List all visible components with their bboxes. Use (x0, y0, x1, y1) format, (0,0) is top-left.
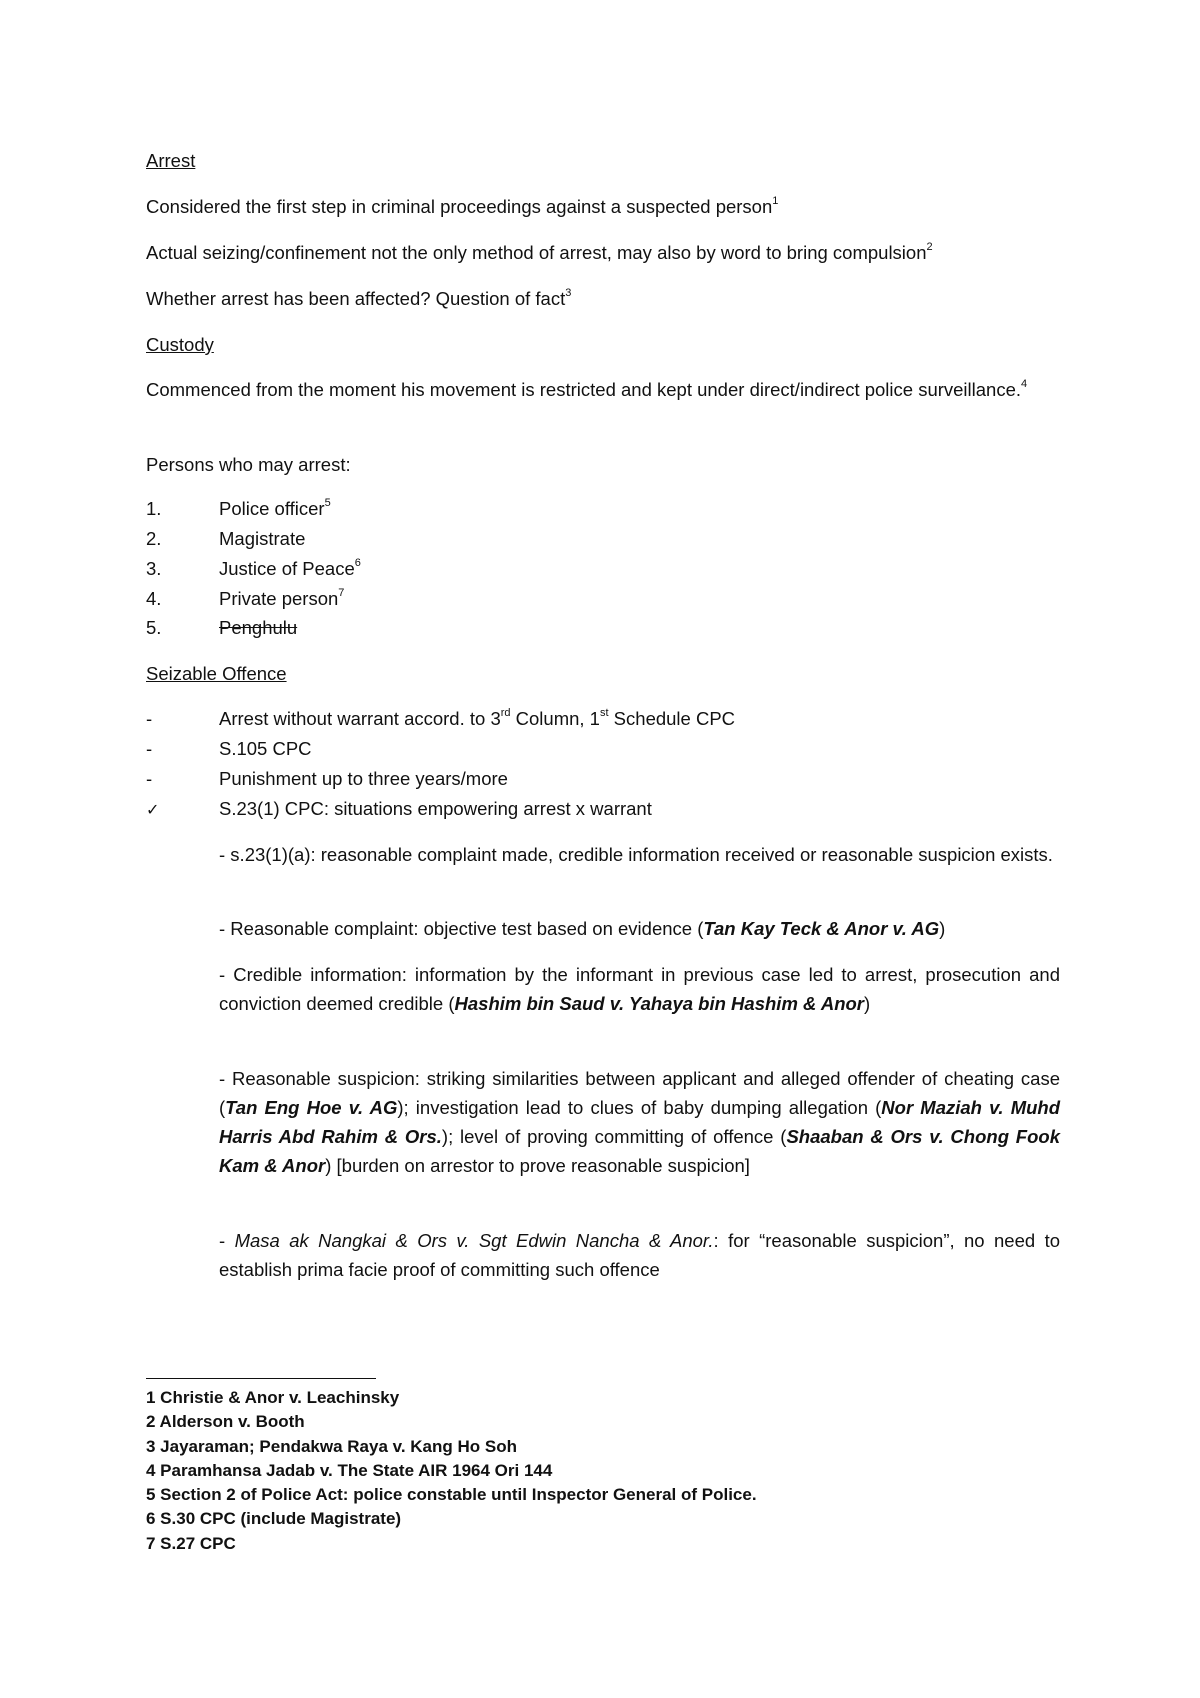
footnote-ref-1[interactable]: 1 (772, 194, 779, 207)
sub-paragraph-credible-information: - Credible information: information by the informant in previous case led to arrest, prosecution and conviction deemed credible (Hashim bin Saud v. Yahaya bin Hashim & Anor) (219, 964, 1060, 1014)
arrest-paragraph-3: Whether arrest has been affected? Question of fact$^3$ (146, 286, 572, 309)
checkmark-icon: ✓ (146, 802, 160, 819)
list-item: 3. Justice of Peace$^6$ (146, 556, 361, 579)
heading-arrest: Arrest (146, 150, 196, 171)
bullet-item: - Arrest without warrant accord. to 3rd Column, 1st Schedule CPC (146, 704, 1060, 733)
bullet-item: - S.105 CPC (146, 734, 1060, 763)
case-citation: Nor Maziah v. Muhd Harris Abd Rahim & Ors. (219, 1097, 1061, 1147)
footnote-ref-3[interactable]: 3 (565, 286, 572, 299)
footnote-separator (146, 1378, 376, 1379)
footnote-ref-4[interactable]: 4 (1021, 377, 1028, 390)
footnote-7: 7 S.27 CPC (146, 1533, 236, 1553)
footnote-1: 1 Christie & Anor v. Leachinsky (146, 1388, 400, 1407)
dash-bullet: - (146, 768, 153, 789)
footnote-ref-6[interactable]: 6 (354, 556, 361, 569)
bullet-item: - Punishment up to three years/more (146, 764, 1060, 793)
footnote-2: 2 Alderson v. Booth (146, 1412, 305, 1432)
case-citation: Tan Kay Teck & Anor v. AG (703, 918, 940, 939)
custody-paragraph: Commenced from the moment his movement is restricted and kept under direct/indirect police surveillance.$^4$ (146, 377, 1028, 400)
footnote-ref-5[interactable]: 5 (324, 496, 331, 509)
case-citation: Hashim bin Saud v. Yahaya bin Hashim & Anor (454, 993, 865, 1014)
list-item: 2. Magistrate (146, 528, 306, 549)
sub-paragraph-s23-1a: - s.23(1)(a): reasonable complaint made, credible information received or reasonable suspicion exists. (219, 844, 1053, 865)
list-item: 1. Police officer$^5$ (146, 496, 331, 519)
persons-intro: Persons who may arrest: (146, 454, 351, 475)
heading-custody: Custody (146, 334, 214, 355)
footnote-ref-7[interactable]: 7 (338, 586, 345, 599)
footnote-6: 6 S.30 CPC (include Magistrate) (146, 1509, 402, 1529)
arrest-paragraph-2: Actual seizing/confinement not the only method of arrest, may also by word to bring compulsion$^2$ (146, 240, 933, 263)
sub-paragraph-masa-case: - Masa ak Nangkai & Ors v. Sgt Edwin Nancha & Anor.: for “reasonable suspicion”, no need to establish prima facie proof of committing such offence (219, 1230, 1060, 1280)
sub-paragraph-reasonable-complaint: - Reasonable complaint: objective test based on evidence (Tan Kay Teck & Anor v. AG) (219, 918, 946, 939)
case-citation: Masa ak Nangkai & Ors v. Sgt Edwin Nancha & Anor. (234, 1230, 714, 1251)
list-item: 4. Private person$^7$ (146, 586, 345, 609)
footnote-4: 4 Paramhansa Jadab v. The State AIR 1964 Ori 144 (146, 1460, 553, 1480)
dash-bullet: - (146, 738, 153, 759)
footnote-3: 3 Jayaraman; Pendakwa Raya v. Kang Ho Soh (146, 1436, 517, 1456)
sub-paragraph-reasonable-suspicion: - Reasonable suspicion: striking similarities between applicant and alleged offender of cheating case (Tan Eng Hoe v. AG); investigation lead to clues of baby dumping allegation (Nor Maziah v. Muhd Harris Abd Rahim & Ors.); level of proving committing of offence (Shaaban & Ors v. Chong Fook Kam & Anor) [burden on arrestor to prove reasonable suspicion] (219, 1068, 1061, 1176)
footnote-5: 5 Section 2 of Police Act: police constable until Inspector General of Police. (146, 1485, 757, 1505)
arrest-paragraph-1: Considered the first step in criminal proceedings against a suspected person$^1$ (146, 194, 779, 217)
footnote-ref-2[interactable]: 2 (926, 240, 933, 253)
dash-bullet: - (146, 708, 153, 729)
bullet-item: ✓ S.23(1) CPC: situations empowering arrest x warrant (146, 794, 1060, 825)
case-citation: Tan Eng Hoe v. AG (225, 1097, 398, 1118)
footnotes (146, 1386, 1060, 1556)
case-citation: Shaaban & Ors v. Chong Fook Kam & Anor (219, 1126, 1060, 1176)
heading-seizable-offence: Seizable Offence (146, 663, 287, 684)
list-item-struck: 5. Penghulu (146, 617, 298, 638)
